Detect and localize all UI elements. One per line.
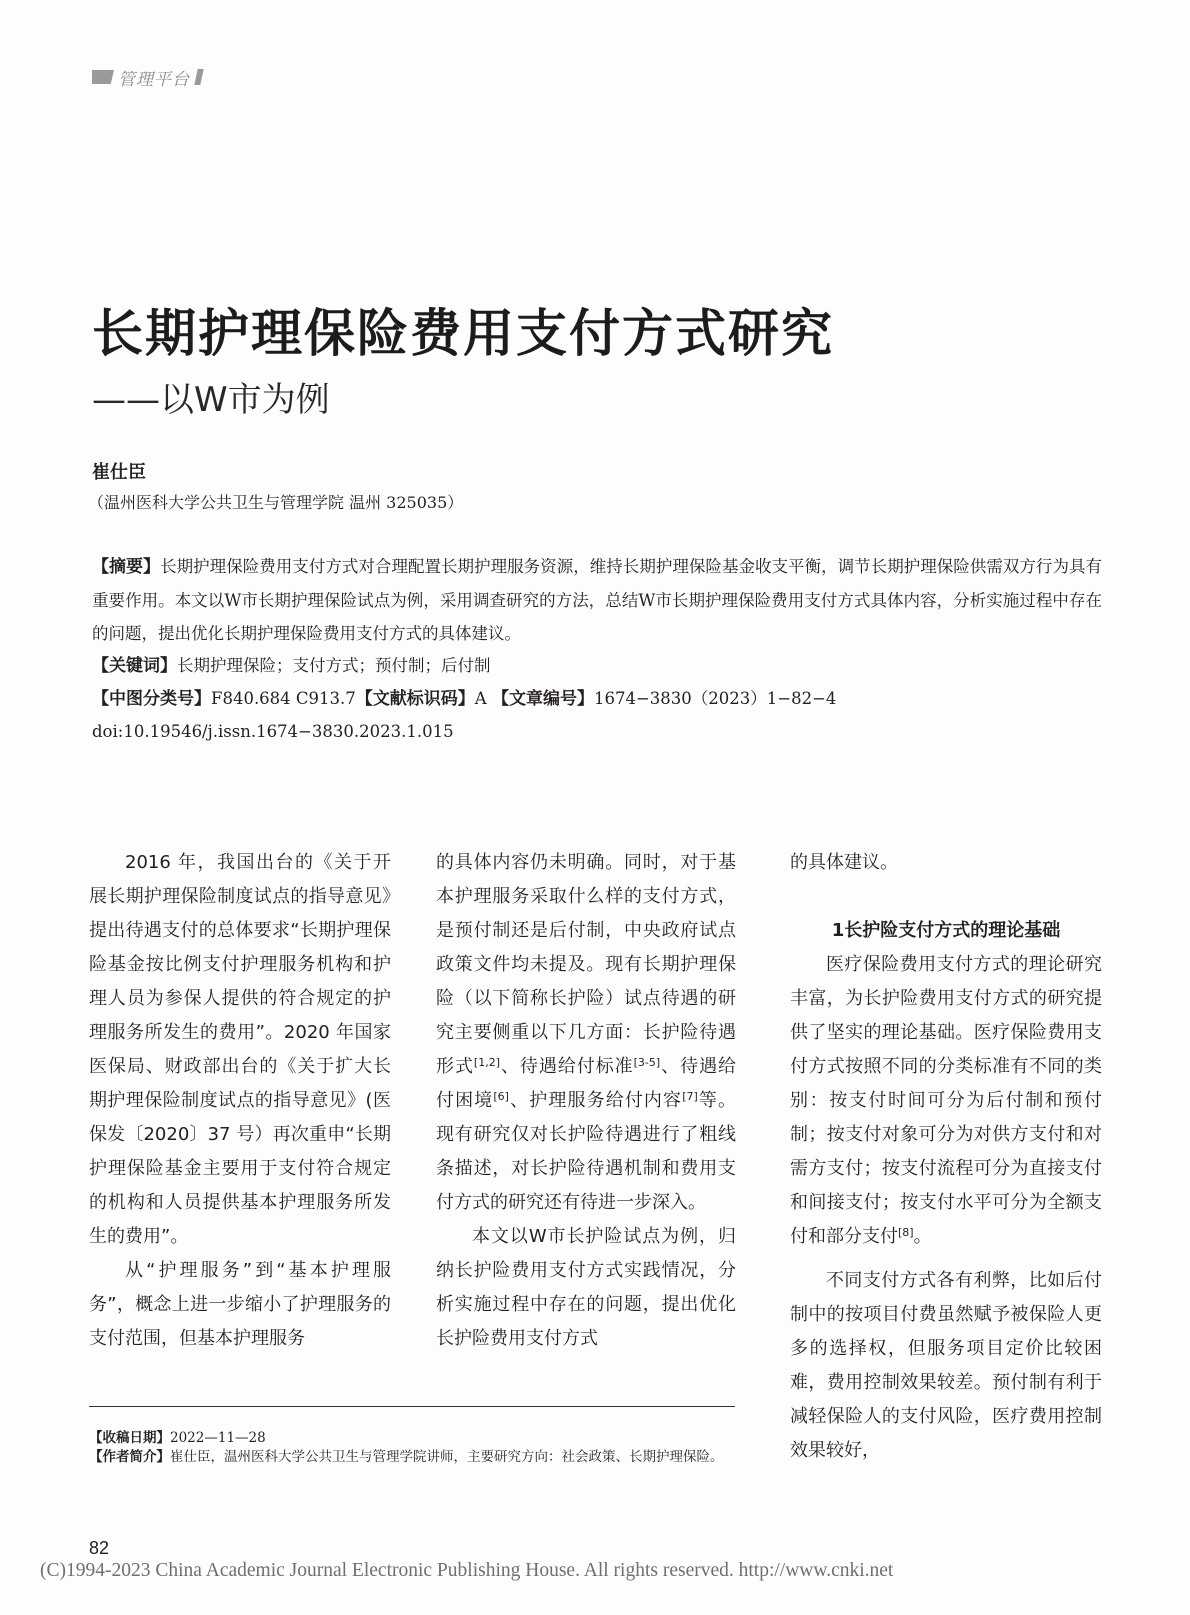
body-paragraph: 2016 年，我国出台的《关于开展长期护理保险制度试点的指导意见》提出待遇支付的总体要求“长期护理保险基金按比例支付护理服务机构和护理人员为参保人提供的符合规定的护理服务所发生的费用”。2020 年国家医保局、财政部出台的《关于扩大长期护理保险制度试点的指导意见》(医保发〔2020〕37 号）再次重申“长期护理保险基金主要用于支付符合规定的机构和人员提供基本护理服务所发生的费用”。 bbox=[89, 852, 391, 1247]
footnotes bbox=[89, 1429, 739, 1467]
body-column-3 bbox=[790, 846, 1102, 1468]
body-paragraph bbox=[790, 948, 1102, 1254]
text-run: 的具体内容仍未明确。同时，对于基本护理服务采取什么样的支付方式，是预付制还是后付制，中央政府试点政策文件均未提及。现有长期护理保险（以下简称长护险）试点待遇的研究主要侧重以下几方面：长护险待遇形式 bbox=[436, 852, 736, 1077]
citation: [7] bbox=[682, 1090, 698, 1103]
received-label: 【收稿日期】 bbox=[89, 1430, 170, 1446]
article-title: 长期护理保险费用支付方式研究 bbox=[92, 305, 835, 364]
doc-code-value: A bbox=[474, 689, 487, 708]
article-no-label: 【文章编号】 bbox=[491, 689, 594, 709]
header-section-label: 管理平台 bbox=[118, 69, 190, 90]
header-right-mark-icon bbox=[194, 69, 203, 85]
abstract-label: 【摘要】 bbox=[92, 557, 161, 577]
text-run: 、待遇给付标准 bbox=[500, 1056, 634, 1077]
page-number: 82 bbox=[89, 1538, 110, 1558]
text-run: 等。现有研究仅对长护险待遇进行了粗线条描述，对长护险待遇机制和费用支付方式的研究还有待进一步深入。 bbox=[436, 1090, 737, 1213]
text-run: 医疗保险费用支付方式的理论研究丰富，为长护险费用支付方式的研究提供了坚实的理论基础。医疗保险费用支付方式按照不同的分类标准有不同的类别：按支付时间可分为后付制和预付制；按支付对象可分为对供方支付和对需方支付；按支付流程可分为直接支付和间接支付；按支付水平可分为全额支付和部分支付 bbox=[790, 954, 1102, 1247]
keywords bbox=[92, 649, 1102, 683]
clc-value: F840.684 C913.7 bbox=[211, 689, 356, 708]
author-affiliation: （温州医科大学公共卫生与管理学院 温州 325035） bbox=[88, 493, 464, 512]
header-left-mark-icon bbox=[92, 70, 114, 84]
body-column-2 bbox=[436, 846, 736, 1356]
article-no-value: 1674−3830（2023）1−82−4 bbox=[593, 689, 837, 708]
received-date bbox=[89, 1429, 739, 1448]
classification-line bbox=[92, 682, 1102, 716]
author-bio-text: 崔仕臣，温州医科大学公共卫生与管理学院讲师，主要研究方向：社会政策、长期护理保险。 bbox=[170, 1449, 724, 1465]
author-bio-label: 【作者简介】 bbox=[89, 1449, 170, 1465]
text-run: 、护理服务给付内容 bbox=[508, 1090, 683, 1111]
body-paragraph: 的具体建议。 bbox=[790, 852, 898, 873]
citation: [6] bbox=[493, 1090, 509, 1103]
keywords-text: 长期护理保险；支付方式；预付制；后付制 bbox=[177, 656, 491, 675]
citation: [3-5] bbox=[633, 1056, 661, 1069]
body-paragraph: 从“护理服务”到“基本护理服务”，概念上进一步缩小了护理服务的支付范围，但基本护理服务 bbox=[89, 1260, 391, 1349]
received-value: 2022—11—28 bbox=[170, 1430, 266, 1446]
footnote-divider bbox=[89, 1406, 735, 1407]
text-run: 。 bbox=[913, 1226, 932, 1247]
section-heading: 1长护险支付方式的理论基础 bbox=[831, 920, 1061, 941]
body-paragraph: 不同支付方式各有利弊，比如后付制中的按项目付费虽然赋予被保险人更多的选择权，但服务项目定价比较困难，费用控制效果较差。预付制有利于减轻保险人的支付风险，医疗费用控制效果较好， bbox=[790, 1270, 1102, 1461]
abstract bbox=[92, 550, 1102, 650]
clc-label: 【中图分类号】 bbox=[92, 689, 211, 709]
doc-code-label: 【文献标识码】 bbox=[355, 689, 475, 709]
article-subtitle: ——以W市为例 bbox=[92, 380, 330, 420]
running-header bbox=[92, 64, 202, 90]
text-run: 、待遇给付困境 bbox=[436, 1056, 737, 1111]
author-name: 崔仕臣 bbox=[92, 462, 146, 483]
doi: doi:10.19546/j.issn.1674−3830.2023.1.015 bbox=[92, 722, 454, 741]
body-column-1 bbox=[89, 846, 391, 1356]
citation: [8] bbox=[898, 1226, 914, 1239]
copyright-notice: (C)1994-2023 China Academic Journal Electronic Publishing House. All rights reserved. http://www.cnki.net bbox=[40, 1560, 894, 1581]
author-bio bbox=[89, 1448, 739, 1467]
abstract-text: 长期护理保险费用支付方式对合理配置长期护理服务资源，维持长期护理保险基金收支平衡，调节长期护理保险供需双方行为具有重要作用。本文以W市长期护理保险试点为例，采用调查研究的方法，总结W市长期护理保险费用支付方式具体内容，分析实施过程中存在的问题，提出优化长期护理保险费用支付方式的具体建议。 bbox=[92, 557, 1103, 643]
citation: [1,2] bbox=[473, 1056, 500, 1069]
keywords-label: 【关键词】 bbox=[92, 656, 177, 676]
body-paragraph bbox=[436, 846, 736, 1220]
body-paragraph: 本文以W市长护险试点为例，归纳长护险费用支付方式实践情况，分析实施过程中存在的问题，提出优化长护险费用支付方式 bbox=[436, 1226, 736, 1349]
